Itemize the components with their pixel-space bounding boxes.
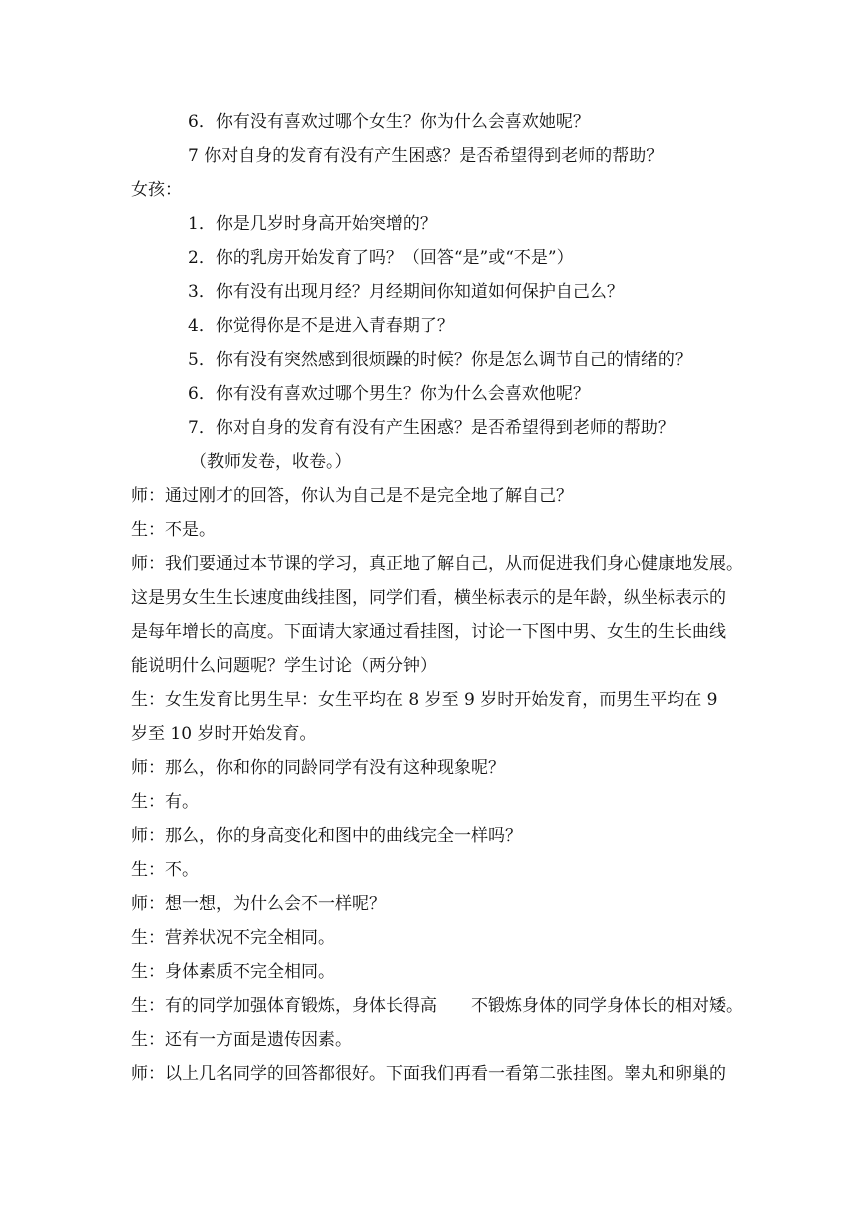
girl-question-2: 2．你的乳房开始发育了吗？（回答“是”或“不是”） xyxy=(188,248,574,268)
dialogue-line: 师：那么，你的身高变化和图中的曲线完全一样吗？ xyxy=(131,826,522,846)
girls-section-heading: 女孩： xyxy=(131,180,182,200)
boy-question-7: 7 你对自身的发育有没有产生困惑？是否希望得到老师的帮助？ xyxy=(188,146,664,166)
girl-question-4: 4．你觉得你是不是进入青春期了？ xyxy=(188,316,454,336)
classroom-note: （教师发卷，收卷。） xyxy=(190,452,352,472)
dialogue-line: 能说明什么问题呢？学生讨论（两分钟） xyxy=(131,656,437,676)
dialogue-line: 生：有。 xyxy=(131,792,199,812)
dialogue-line: 生：身体素质不完全相同。 xyxy=(131,962,335,982)
dialogue-line: 岁至 10 岁时开始发育。 xyxy=(131,724,317,744)
boy-question-6: 6．你有没有喜欢过哪个女生？你为什么会喜欢她呢？ xyxy=(188,112,590,132)
girl-question-6: 6．你有没有喜欢过哪个男生？你为什么会喜欢他呢？ xyxy=(188,384,590,404)
dialogue-line: 生：女生发育比男生早：女生平均在 8 岁至 9 岁时开始发育，而男生平均在 9 xyxy=(131,690,718,710)
dialogue-line: 师：我们要通过本节课的学习，真正地了解自己，从而促进我们身心健康地发展。 xyxy=(131,554,743,574)
dialogue-line: 生：不。 xyxy=(131,860,199,880)
girl-question-7: 7．你对自身的发育有没有产生困惑？是否希望得到老师的帮助？ xyxy=(188,418,675,438)
dialogue-line: 这是男女生生长速度曲线挂图，同学们看，横坐标表示的是年龄，纵坐标表示的 xyxy=(131,588,726,608)
dialogue-line: 师：通过刚才的回答，你认为自己是不是完全地了解自己？ xyxy=(131,486,573,506)
dialogue-line: 师：想一想，为什么会不一样呢？ xyxy=(131,894,386,914)
dialogue-line: 生：不是。 xyxy=(131,520,216,540)
girl-question-3: 3．你有没有出现月经？月经期间你知道如何保护自己么？ xyxy=(188,282,624,302)
dialogue-line: 师：那么，你和你的同龄同学有没有这种现象呢？ xyxy=(131,758,505,778)
girl-question-5: 5．你有没有突然感到很烦躁的时候？你是怎么调节自己的情绪的？ xyxy=(188,350,692,370)
dialogue-line: 师：以上几名同学的回答都很好。下面我们再看一看第二张挂图。睾丸和卵巢的 xyxy=(131,1064,726,1084)
dialogue-line: 生：还有一方面是遗传因素。 xyxy=(131,1030,352,1050)
dialogue-line: 生：有的同学加强体育锻炼，身体长得高 不锻炼身体的同学身体长的相对矮。 xyxy=(131,996,743,1016)
girl-question-1: 1．你是几岁时身高开始突增的？ xyxy=(188,214,437,234)
dialogue-line: 生：营养状况不完全相同。 xyxy=(131,928,335,948)
dialogue-line: 是每年增长的高度。下面请大家通过看挂图，讨论一下图中男、女生的生长曲线 xyxy=(131,622,726,642)
